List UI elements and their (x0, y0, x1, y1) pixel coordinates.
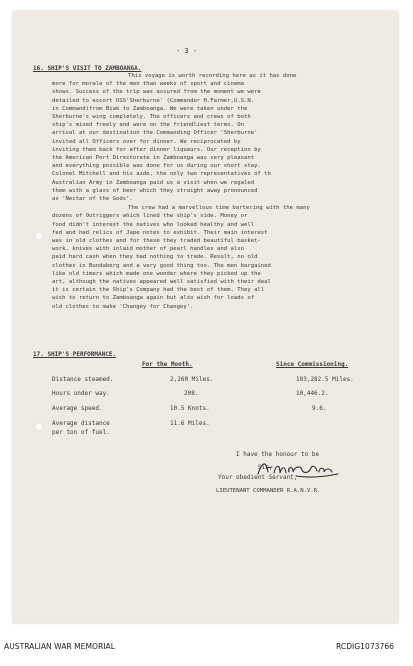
section-16-line: fed and had relics of Jape notes to exhibit. Their main interest (52, 229, 268, 236)
row-commission-value: 10,446.2. (296, 390, 329, 397)
section-16-line: like old timers which made one wonder where they picked up the (52, 270, 261, 277)
footer-record-id: RCDIG1073766 (336, 642, 394, 651)
section-16-line: inviting them back for after dinner liqueurs. Our reception by (52, 146, 261, 153)
punch-hole (35, 232, 43, 240)
handwritten-signature (256, 458, 340, 480)
section-16-line: dozens of Outriggers which lined the ship's side. Money or (52, 213, 248, 220)
section-16-line: invited all Officers over for dinner. We reciprocated by (52, 138, 241, 145)
row-month-value: 208. (184, 390, 199, 397)
section-16-line: was in old clothes and for these they traded beautiful basket- (52, 238, 261, 244)
row-label: Average distance (52, 420, 110, 427)
row-month-value: 11.6 Miles. (170, 420, 210, 427)
row-month-value: 2,260 Miles. (170, 376, 214, 383)
section-16-line: as 'Nectar of the Gods'. (52, 196, 133, 202)
row-label: Hours under way. (52, 390, 110, 397)
section-17-heading: 17. SHIP'S PERFORMANCE. (33, 351, 117, 358)
section-16-line: and everything possible was done for us during our short stay. (52, 163, 261, 170)
section-16-line: more for morale of the men than weeks of sport and cinema (52, 81, 244, 88)
section-16-line: old clothes to make 'Changey for Changey'. (52, 303, 194, 310)
section-16-line: the American Port Directorate in Zamboanga was very pleasant (52, 155, 255, 161)
closing-sir: Sir, (258, 464, 273, 471)
closing-honour: I have the honour to be (236, 451, 320, 458)
closing-servant: Your obedient Servant, (218, 474, 298, 481)
footer-institution: AUSTRALIAN WAR MEMORIAL (4, 642, 115, 651)
section-16-line: Colonel Mitchell and his aide, the only two representatives of th (52, 171, 271, 178)
section-16-line: work, knives with inlaid mother of pearl handles and also (52, 246, 244, 253)
section-16-line: The crew had a marvellous time bartering with the many (128, 205, 310, 212)
row-month-value: 10.5 Knots. (170, 405, 210, 412)
section-16-line: shows. Success of the trip was assured from the moment we were (52, 89, 261, 96)
section-16-line: them with a glass of beer which they straight away pronounced (52, 187, 258, 194)
section-16-line: This voyage is worth recording here as it has done (128, 73, 297, 79)
section-16-line: wish to return to Zamboanga again but also wish for loads of (52, 295, 255, 302)
section-16-line: clothes in Bundaberg and a very good thing too. The men bargained (52, 262, 271, 269)
column-header-commission: Since Commissioning. (276, 361, 349, 368)
row-commission-value: 9.6. (312, 405, 327, 412)
row-label: Average speed. (52, 405, 103, 412)
row-label-continued: per ton of fuel. (52, 429, 110, 436)
section-16-line: it is certain the Ship's Company had the best of them. They all (52, 287, 265, 294)
section-16-line: art, although the natives appeared well satisfied with their deal (52, 279, 271, 285)
column-header-month: For the Month. (142, 361, 193, 368)
row-label: Distance steamed. (52, 376, 114, 383)
section-16-line: arrival at our destination the Commanding Officer 'Sherburne' (52, 130, 258, 137)
section-16-line: Australian Army in Zamboanga paid us a visit when we regaled (52, 179, 255, 186)
page-number: - 3 - (176, 47, 198, 55)
punch-hole (35, 423, 43, 431)
section-16-line: in Command)from Biak to Zamboanga. We were taken under the (52, 105, 248, 112)
section-16-line: food didn't interest the natives who looked healthy and well (52, 221, 255, 228)
section-16-line: Sherburne's wing completely. The officers and crews of both (52, 114, 251, 120)
closing-rank: LIEUTENANT COMMANDER R.A.N.V.R. (216, 488, 321, 494)
row-commission-value: 103,282.5 Miles. (296, 376, 354, 383)
section-16-line: ship's mixed freely and were on the friendliest terms. On (52, 122, 244, 129)
section-16-heading: 16. SHIP'S VISIT TO ZAMBOANGA. (33, 65, 142, 72)
section-16-line: paid hard cash when they had nothing to trade. Result, no old (52, 254, 258, 261)
section-16-line: detailed to escort USS'Sherburne' (Commander H.Farmer,U.S.N. (52, 97, 255, 104)
